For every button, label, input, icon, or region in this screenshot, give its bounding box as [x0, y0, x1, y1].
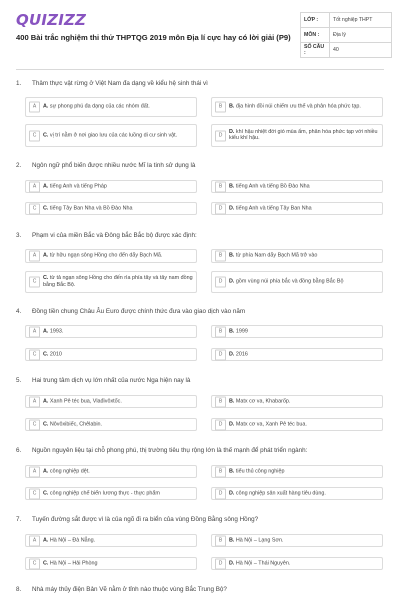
- option-prefix: C.: [43, 275, 49, 282]
- option-letter: A: [29, 251, 40, 262]
- question-text: Ngôn ngữ phổ biến được nhiều nước Mĩ la tinh sử dụng là: [32, 162, 196, 169]
- option-prefix: D.: [229, 351, 235, 358]
- question-number: 8.: [16, 586, 22, 593]
- question-text: Nguồn nguyên liệu tại chỗ phong phú, thị trường tiêu thụ rộng lớn là thế mạnh để phát triển ngành:: [32, 447, 308, 454]
- option-letter: C: [29, 349, 40, 360]
- option-text: B. Hà Nội – Lạng Sơn.: [229, 537, 284, 544]
- question-text: Thâm thực vật rừng ở Việt Nam đa dạng về kiểu hệ sinh thái vì: [32, 80, 208, 87]
- option-text: C. từ tả ngạn sông Hồng cho đến rìa phía tây và tây nam đồng bằng Bắc Bộ.: [43, 275, 193, 288]
- answer-option-b[interactable]: [211, 465, 383, 478]
- answer-option-d[interactable]: [211, 271, 383, 293]
- option-prefix: A.: [43, 537, 49, 544]
- option-letter: B: [215, 466, 226, 477]
- answer-option-c[interactable]: [25, 418, 197, 431]
- option-text: C. vị trí nằm ở nơi giao lưu của các luồng di cư sinh vật.: [43, 132, 178, 139]
- option-letter: D: [215, 349, 226, 360]
- option-letter: A: [29, 326, 40, 337]
- answer-option-c[interactable]: [25, 557, 197, 570]
- question-text: Đồng tiền chung Châu Âu Euro được chính thức đưa vào giao dịch vào năm: [32, 308, 246, 315]
- answer-option-b[interactable]: [211, 97, 383, 117]
- question-text: Nhà máy thủy điện Bản Vẽ nằm ở tỉnh nào thuộc vùng Bắc Trung Bộ?: [32, 586, 227, 593]
- option-letter: A: [29, 535, 40, 546]
- answer-option-d[interactable]: [211, 418, 383, 431]
- option-letter: B: [215, 251, 226, 262]
- info-value-count: 40: [330, 43, 392, 58]
- option-text: B. từ phía Nam dãy Bạch Mã trở vào: [229, 252, 318, 259]
- option-text: A. Xanh Pê téc bua, Vlađivôxtốc.: [43, 398, 122, 405]
- question-number: 5.: [16, 377, 22, 384]
- info-value-subject: Địa lý: [330, 28, 392, 43]
- option-prefix: A.: [43, 328, 49, 335]
- option-text: C. Hà Nội – Hải Phòng: [43, 560, 98, 567]
- answer-option-d[interactable]: [211, 557, 383, 570]
- option-text: C. 2010: [43, 351, 62, 358]
- option-letter: D: [215, 277, 226, 288]
- answer-option-d[interactable]: [211, 202, 383, 215]
- option-letter: B: [215, 181, 226, 192]
- option-prefix: B.: [229, 468, 235, 475]
- option-text: D. gồm vùng núi phía bắc và đồng bằng Bắc Bộ: [229, 278, 344, 285]
- answer-option-a[interactable]: [25, 97, 197, 117]
- option-letter: C: [29, 203, 40, 214]
- option-prefix: D.: [229, 278, 235, 285]
- info-key-count: SỐ CÂU :: [301, 43, 330, 58]
- option-text: D. tiếng Anh và tiếng Tây Ban Nha: [229, 205, 312, 212]
- info-key-subject: MÔN :: [301, 28, 330, 43]
- option-letter: A: [29, 181, 40, 192]
- page-header: [0, 0, 400, 66]
- option-letter: C: [29, 277, 40, 288]
- option-prefix: A.: [43, 252, 49, 259]
- option-text: B. tiểu thủ công nghiệp: [229, 468, 285, 475]
- option-prefix: A.: [43, 468, 49, 475]
- answer-option-a[interactable]: [25, 534, 197, 547]
- option-prefix: C.: [43, 132, 49, 139]
- option-letter: B: [215, 326, 226, 337]
- option-prefix: D.: [229, 490, 235, 497]
- option-prefix: B.: [229, 183, 235, 190]
- option-letter: C: [29, 558, 40, 569]
- question-text: Tuyến đường sắt được vì là của ngõ đi ra biển của vùng Đồng Bằng sông Hồng?: [32, 516, 259, 523]
- answer-option-a[interactable]: [25, 395, 197, 408]
- question-number: 2.: [16, 162, 22, 169]
- info-table: [300, 12, 392, 58]
- answer-option-b[interactable]: [211, 325, 383, 338]
- option-letter: B: [215, 102, 226, 113]
- option-letter: C: [29, 419, 40, 430]
- option-text: D. công nghiệp sản xuất hàng tiêu dùng.: [229, 490, 326, 497]
- option-letter: C: [29, 488, 40, 499]
- option-prefix: C.: [43, 351, 49, 358]
- question-text: Hai trung tâm dịch vụ lớn nhất của nước Nga hiện nay là: [32, 377, 191, 384]
- page-title: 400 Bài trắc nghiệm thi thử THPTQG 2019 môn Địa lí cực hay có lời giải (P9): [16, 33, 291, 42]
- answer-option-b[interactable]: [211, 534, 383, 547]
- option-text: A. Hà Nội – Đà Nẵng.: [43, 537, 96, 544]
- answer-option-b[interactable]: [211, 249, 383, 263]
- answer-option-c[interactable]: [25, 202, 197, 215]
- option-prefix: C.: [43, 560, 49, 567]
- option-text: C. Nôvôxibiếc, Chêlabin.: [43, 421, 103, 428]
- option-text: A. 1993.: [43, 328, 64, 335]
- option-prefix: A.: [43, 398, 49, 405]
- answer-option-a[interactable]: [25, 465, 197, 478]
- option-text: D. 2016: [229, 351, 248, 358]
- answer-option-b[interactable]: [211, 395, 383, 408]
- option-text: B. Matx cơ va, Khabarốp.: [229, 398, 291, 405]
- option-text: D. Hà Nội – Thái Nguyên.: [229, 560, 291, 567]
- answer-option-c[interactable]: [25, 124, 197, 147]
- question-text: Phạm vi của miền Bắc và Đông bắc Bắc bộ được xác định:: [32, 232, 197, 239]
- question-number: 4.: [16, 308, 22, 315]
- info-key-class: LỚP :: [301, 13, 330, 28]
- option-letter: D: [215, 130, 226, 141]
- answer-option-d[interactable]: [211, 124, 383, 147]
- option-text: A. sự phong phú đa dạng của các nhóm đất.: [43, 103, 150, 110]
- option-text: D. khí hậu nhiệt đới gió mùa ẩm, phân hóa phức tạp với nhiều kiểu khí hậu.: [229, 128, 378, 142]
- header-divider: [16, 69, 384, 70]
- option-letter: A: [29, 466, 40, 477]
- option-letter: D: [215, 203, 226, 214]
- option-prefix: D.: [229, 560, 235, 567]
- option-prefix: B.: [229, 398, 235, 405]
- option-letter: D: [215, 419, 226, 430]
- question-number: 6.: [16, 447, 22, 454]
- option-prefix: C.: [43, 490, 49, 497]
- option-text: A. từ hữu ngạn sông Hồng cho đến dãy Bạch Mã.: [43, 252, 163, 259]
- option-text: C. tiếng Tây Ban Nha và Bồ Đào Nha: [43, 205, 133, 212]
- answer-option-d[interactable]: [211, 487, 383, 500]
- answer-option-a[interactable]: [25, 249, 197, 263]
- option-prefix: B.: [229, 252, 235, 259]
- option-letter: C: [29, 130, 40, 141]
- answer-option-c[interactable]: [25, 271, 197, 293]
- option-prefix: B.: [229, 103, 235, 110]
- info-value-class: Tốt nghiệp THPT: [330, 13, 392, 28]
- option-text: B. 1999: [229, 328, 248, 335]
- question-number: 7.: [16, 516, 22, 523]
- option-letter: A: [29, 102, 40, 113]
- option-letter: B: [215, 396, 226, 407]
- option-letter: D: [215, 488, 226, 499]
- answer-option-c[interactable]: [25, 487, 197, 500]
- question-number: 1.: [16, 80, 22, 87]
- answer-option-a[interactable]: [25, 325, 197, 338]
- option-prefix: D.: [229, 128, 235, 135]
- answer-option-a[interactable]: [25, 180, 197, 193]
- option-text: D. Matx cơ va, Xanh Pê téc bua.: [229, 421, 307, 428]
- answer-option-b[interactable]: [211, 180, 383, 193]
- option-prefix: C.: [43, 421, 49, 428]
- answer-option-c[interactable]: [25, 348, 197, 361]
- option-letter: B: [215, 535, 226, 546]
- option-prefix: D.: [229, 421, 235, 428]
- option-letter: D: [215, 558, 226, 569]
- question-number: 3.: [16, 232, 22, 239]
- option-prefix: D.: [229, 205, 235, 212]
- option-letter: A: [29, 396, 40, 407]
- option-prefix: B.: [229, 537, 235, 544]
- answer-option-d[interactable]: [211, 348, 383, 361]
- option-prefix: C.: [43, 205, 49, 212]
- option-prefix: B.: [229, 328, 235, 335]
- option-text: A. tiếng Anh và tiếng Pháp: [43, 183, 107, 190]
- option-text: C. công nghiệp chế biến lương thực - thực phẩm: [43, 490, 160, 497]
- option-prefix: A.: [43, 103, 49, 110]
- option-text: A. công nghiệp dệt.: [43, 468, 90, 475]
- option-text: B. địa hình đồi núi chiếm ưu thế và phân hóa phức tạp.: [229, 103, 361, 110]
- option-text: B. tiếng Anh và tiếng Bồ Đào Nha: [229, 183, 310, 190]
- quizizz-logo: QUIZIZZ: [16, 11, 87, 29]
- option-prefix: A.: [43, 183, 49, 190]
